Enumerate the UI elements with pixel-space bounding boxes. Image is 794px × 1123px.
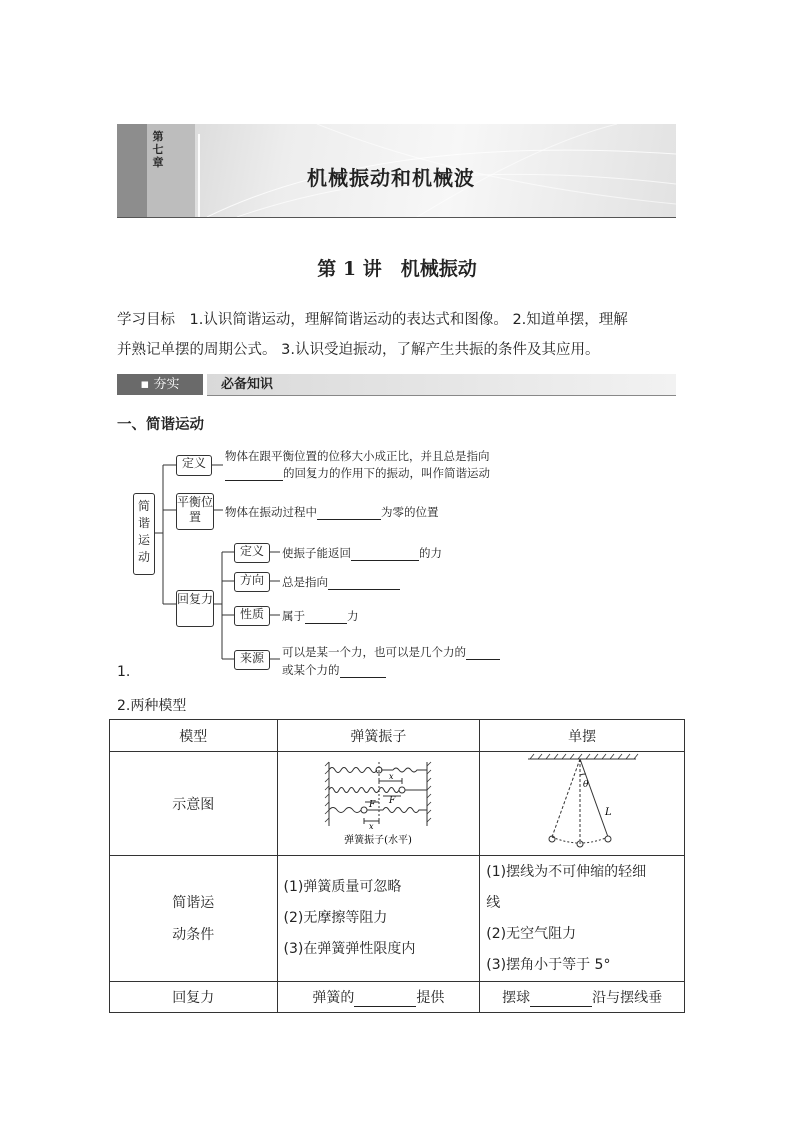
mindmap-restoring-source-line-2 [282, 662, 386, 678]
mindmap-equilibrium-suffix: 为零的位置 [381, 505, 439, 519]
blank [354, 990, 416, 1007]
table-row-diagram [110, 752, 685, 856]
table-header-row [110, 720, 685, 752]
mindmap-restoring-nature-text [282, 608, 359, 624]
pendulum-force-cell [480, 982, 685, 1013]
mindmap-equilibrium-label: 平衡位置 [176, 493, 214, 530]
table-header-spring: 弹簧振子 [277, 720, 480, 752]
pendulum-condition-1-cont: 线 [486, 894, 501, 911]
item-number-1: 1. [117, 664, 131, 680]
spring-diagram-cell [277, 752, 480, 856]
pendulum-label-l: L [605, 806, 612, 818]
spring-force-suffix: 提供 [416, 990, 445, 1006]
blank [340, 663, 386, 678]
conditions-label-line-2: 动条件 [172, 926, 215, 943]
blank [530, 990, 592, 1007]
pendulum-force-prefix: 摆球 [502, 990, 531, 1006]
mindmap-definition-line-2 [225, 465, 490, 481]
models-table [109, 719, 685, 1013]
mindmap-restoring-def-suffix: 的力 [419, 546, 442, 560]
spring-label-f2: F [369, 799, 376, 810]
mindmap-restoring-source-prefix: 可以是某一个力，也可以是几个力的 [282, 645, 466, 659]
blank [225, 466, 283, 481]
section-tag: ▪ 夯实 [117, 374, 203, 395]
spring-oscillator-diagram [323, 758, 433, 846]
pendulum-condition-3: (3)摆角小于等于 5° [486, 956, 611, 973]
chapter-label: 第七章 [152, 130, 164, 169]
mindmap-equilibrium-prefix: 物体在振动过程中 [225, 505, 317, 519]
mindmap-root: 简谐运动 [133, 493, 155, 575]
spring-condition-1: (1)弹簧质量可忽略 [283, 879, 402, 895]
spring-conditions-cell [277, 856, 480, 982]
pendulum-conditions-cell [480, 856, 685, 982]
spring-force-cell [277, 982, 480, 1013]
mindmap-restoring-source-line-1 [282, 644, 500, 660]
mindmap-restoring-def-label: 定义 [234, 543, 270, 563]
mindmap-definition-line-1: 物体在跟平衡位置的位移大小成正比，并且总是指向 [225, 449, 490, 463]
blank [466, 645, 500, 660]
mindmap-restoring-label: 回复力 [176, 590, 214, 627]
table-header-pendulum: 单摆 [480, 720, 685, 752]
mindmap-restoring-dir-text [282, 574, 400, 590]
objectives-line-2: 并熟记单摆的周期公式。 3.认识受迫振动，了解产生共振的条件及其应用。 [117, 342, 600, 358]
diagram-row-label: 示意图 [110, 752, 278, 856]
pendulum-diagram-cell [480, 752, 685, 856]
spring-caption: 弹簧振子(水平) [344, 834, 413, 846]
force-row-label: 回复力 [110, 982, 278, 1013]
conditions-label-line-1: 简谐运 [172, 894, 215, 911]
mindmap-restoring-def-prefix: 使振子能返回 [282, 546, 351, 560]
mindmap-restoring-def-text [282, 545, 442, 561]
spring-condition-2: (2)无摩擦等阻力 [283, 910, 388, 926]
spring-label-f1: F [389, 795, 396, 806]
mindmap-definition-suffix: 的回复力的作用下的振动，叫作简谐运动 [283, 466, 490, 480]
section-title: 必备知识 [221, 377, 274, 392]
blank [305, 609, 347, 624]
spring-label-x1: x [389, 771, 394, 781]
pendulum-label-theta: θ [583, 779, 589, 790]
table-header-model: 模型 [110, 720, 278, 752]
mindmap-restoring-dir-label: 方向 [234, 572, 270, 592]
spring-label-x2: x [369, 821, 374, 831]
mindmap-restoring-source-label: 来源 [234, 650, 270, 670]
mindmap-restoring-nature-prefix: 属于 [282, 609, 305, 623]
mindmap-equilibrium-text [225, 504, 439, 520]
spring-force-prefix: 弹簧的 [312, 990, 355, 1006]
mindmap-definition-label: 定义 [176, 455, 212, 476]
heading-simple-harmonic: 一、简谐运动 [117, 417, 204, 433]
pendulum-condition-1: (1)摆线为不可伸缩的轻细 [486, 863, 647, 880]
table-row-force [110, 982, 685, 1013]
blank [317, 505, 381, 520]
objectives-line-1: 学习目标 1.认识简谐运动，理解简谐运动的表达式和图像。 2.知道单摆，理解 [117, 312, 628, 328]
mindmap-restoring-dir-prefix: 总是指向 [282, 575, 328, 589]
pendulum-condition-2: (2)无空气阻力 [486, 925, 577, 942]
lecture-title: 第 1 讲 机械振动 [317, 258, 477, 280]
mindmap-restoring-nature-suffix: 力 [347, 609, 359, 623]
simple-pendulum-diagram [522, 753, 642, 851]
blank [328, 575, 400, 590]
table-row-conditions [110, 856, 685, 982]
heading-two-models: 2.两种模型 [117, 698, 187, 714]
mindmap-restoring-nature-label: 性质 [234, 606, 270, 626]
spring-condition-3: (3)在弹簧弹性限度内 [283, 941, 416, 957]
chapter-title: 机械振动和机械波 [307, 166, 475, 190]
mindmap-restoring-source-line2: 或某个力的 [282, 663, 340, 677]
blank [351, 546, 419, 561]
conditions-row-label [110, 856, 278, 982]
pendulum-force-suffix: 沿与摆线垂 [592, 990, 663, 1006]
